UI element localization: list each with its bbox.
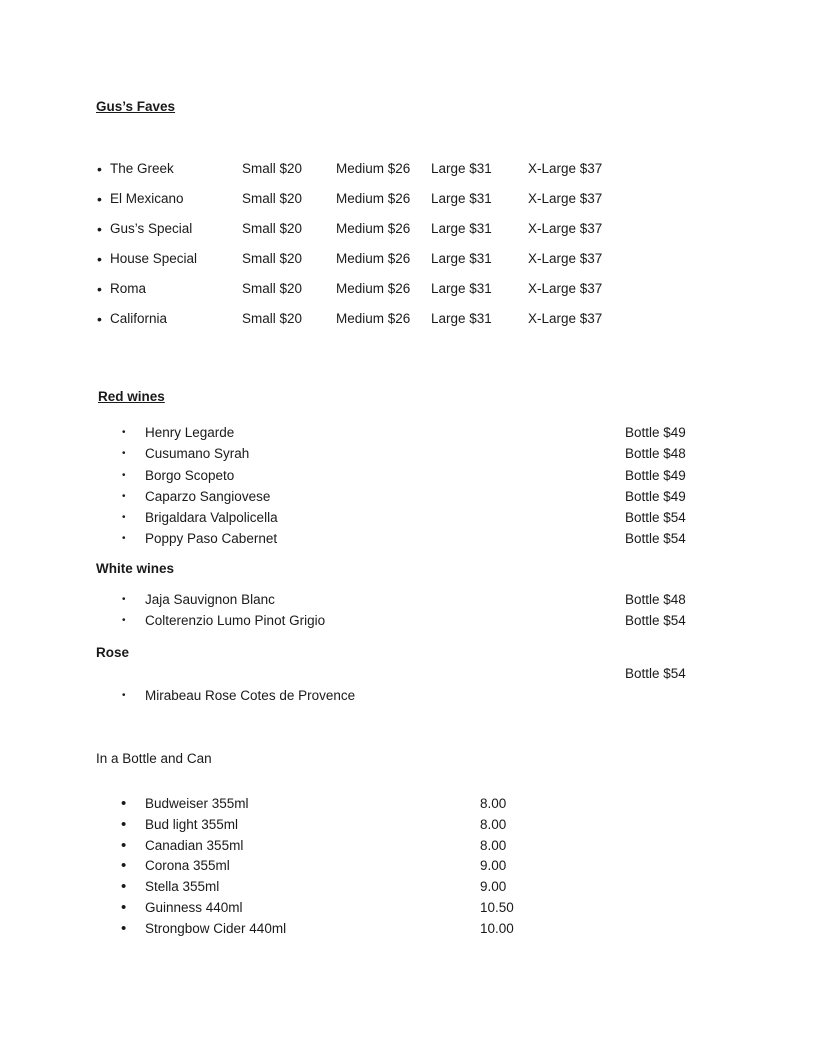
item-name: Guinness 440ml <box>145 899 243 915</box>
pizza-name: The Greek <box>110 161 174 176</box>
bullet-icon: • <box>121 815 127 833</box>
rose-wine-list <box>96 685 736 706</box>
bullet-icon: • <box>97 281 102 297</box>
item-name: Henry Legarde <box>145 425 235 440</box>
bullet-icon: • <box>97 191 102 207</box>
item-price: Bottle $54 <box>625 531 686 547</box>
item-name: Colterenzio Lumo Pinot Grigio <box>145 613 326 629</box>
wine-item-row <box>96 465 736 486</box>
size-price-medium: Medium $26 <box>336 311 411 326</box>
pizza-name: California <box>110 311 168 326</box>
section-title-gus-faves: Gus’s Faves <box>96 99 176 114</box>
beer-item-row <box>96 836 736 857</box>
bullet-icon: • <box>122 427 126 438</box>
wine-item-row <box>96 507 736 528</box>
size-price-xlarge: X-Large $37 <box>528 281 603 296</box>
size-price-medium: Medium $26 <box>336 251 411 266</box>
item-name: Stella 355ml <box>145 879 220 895</box>
size-price-xlarge: X-Large $37 <box>528 251 603 266</box>
bullet-icon: • <box>122 512 126 524</box>
item-price: Bottle $49 <box>625 425 686 440</box>
bullet-icon: • <box>121 898 127 916</box>
white-wine-list <box>96 589 736 632</box>
item-price: Bottle $48 <box>625 446 686 462</box>
item-name: Caparzo Sangiovese <box>145 488 271 504</box>
item-name: Bud light 355ml <box>145 816 239 832</box>
bullet-icon: • <box>122 615 126 627</box>
section-title-rose: Rose <box>96 645 130 660</box>
size-price-large: Large $31 <box>431 191 492 206</box>
bullet-icon: • <box>122 448 126 460</box>
item-price: 10.00 <box>480 920 514 936</box>
wine-item-row <box>96 589 736 610</box>
size-price-xlarge: X-Large $37 <box>528 161 603 176</box>
section-title-bottle-and-can: In a Bottle and Can <box>96 751 212 766</box>
size-price-medium: Medium $26 <box>336 281 411 296</box>
beer-item-row <box>96 794 736 815</box>
item-price: Bottle $54 <box>625 613 686 629</box>
item-name: Brigaldara Valpolicella <box>145 510 278 526</box>
size-price-small: Small $20 <box>242 221 303 236</box>
item-price: Bottle $54 <box>625 510 686 526</box>
bullet-icon: • <box>121 878 127 896</box>
size-price-medium: Medium $26 <box>336 191 411 206</box>
item-name: Strongbow Cider 440ml <box>145 920 287 936</box>
item-name: Budweiser 355ml <box>145 796 249 811</box>
size-price-small: Small $20 <box>242 251 303 266</box>
pizza-list <box>96 154 736 334</box>
pizza-item-row <box>96 214 736 244</box>
item-price: Bottle $49 <box>625 488 686 504</box>
item-price: 10.50 <box>480 899 514 915</box>
bullet-icon: • <box>97 311 102 327</box>
bullet-icon: • <box>121 795 127 812</box>
item-name: Mirabeau Rose Cotes de Provence <box>145 688 356 703</box>
pizza-name: Roma <box>110 281 147 296</box>
bullet-icon: • <box>122 690 126 701</box>
pizza-item-row <box>96 274 736 304</box>
section-title-red-wines: Red wines <box>98 389 165 404</box>
size-price-medium: Medium $26 <box>336 161 411 176</box>
wine-item-row <box>96 486 736 507</box>
wine-item-row <box>96 610 736 631</box>
pizza-name: House Special <box>110 251 198 266</box>
pizza-item-row <box>96 304 736 334</box>
bullet-icon: • <box>122 469 126 481</box>
item-name: Canadian 355ml <box>145 837 244 853</box>
size-price-small: Small $20 <box>242 281 303 296</box>
item-name: Borgo Scopeto <box>145 467 235 483</box>
size-price-xlarge: X-Large $37 <box>528 221 603 236</box>
section-title-white-wines: White wines <box>96 561 175 576</box>
bullet-icon: • <box>121 857 127 875</box>
beer-list <box>96 794 736 940</box>
item-price: 9.00 <box>480 858 507 874</box>
size-price-large: Large $31 <box>431 311 492 326</box>
item-price: Bottle $49 <box>625 467 686 483</box>
beer-item-row <box>96 877 736 898</box>
bullet-icon: • <box>122 594 126 605</box>
pizza-item-row <box>96 154 736 184</box>
size-price-large: Large $31 <box>431 221 492 236</box>
bullet-icon: • <box>121 836 127 854</box>
item-price: Bottle $48 <box>625 592 686 607</box>
bullet-icon: • <box>97 251 102 267</box>
item-name: Jaja Sauvignon Blanc <box>145 592 275 607</box>
beer-item-row <box>96 815 736 836</box>
bullet-icon: • <box>121 919 127 937</box>
bullet-icon: • <box>97 221 102 237</box>
size-price-large: Large $31 <box>431 161 492 176</box>
size-price-xlarge: X-Large $37 <box>528 311 603 326</box>
wine-item-row <box>96 528 736 549</box>
size-price-medium: Medium $26 <box>336 221 411 236</box>
beer-item-row <box>96 856 736 877</box>
wine-item-row <box>96 443 736 464</box>
size-price-small: Small $20 <box>242 161 303 176</box>
wine-item-row <box>96 422 736 443</box>
red-wine-list <box>96 422 736 550</box>
item-name: Corona 355ml <box>145 858 230 874</box>
beer-item-row <box>96 898 736 919</box>
rose-bottle-price: Bottle $54 <box>625 666 686 681</box>
pizza-item-row <box>96 244 736 274</box>
item-price: 8.00 <box>480 796 507 811</box>
pizza-name: Gus’s Special <box>110 221 193 236</box>
bullet-icon: • <box>97 161 102 177</box>
size-price-large: Large $31 <box>431 281 492 296</box>
size-price-small: Small $20 <box>242 191 303 206</box>
beer-item-row <box>96 919 736 940</box>
pizza-name: El Mexicano <box>110 191 184 206</box>
size-price-large: Large $31 <box>431 251 492 266</box>
item-name: Poppy Paso Cabernet <box>145 531 278 547</box>
item-price: 9.00 <box>480 879 507 895</box>
wine-item-row <box>96 685 736 706</box>
item-name: Cusumano Syrah <box>145 446 250 462</box>
size-price-xlarge: X-Large $37 <box>528 191 603 206</box>
item-price: 8.00 <box>480 837 507 853</box>
item-price: 8.00 <box>480 816 507 832</box>
size-price-small: Small $20 <box>242 311 303 326</box>
bullet-icon: • <box>122 533 126 545</box>
bullet-icon: • <box>122 490 126 502</box>
pizza-item-row <box>96 184 736 214</box>
